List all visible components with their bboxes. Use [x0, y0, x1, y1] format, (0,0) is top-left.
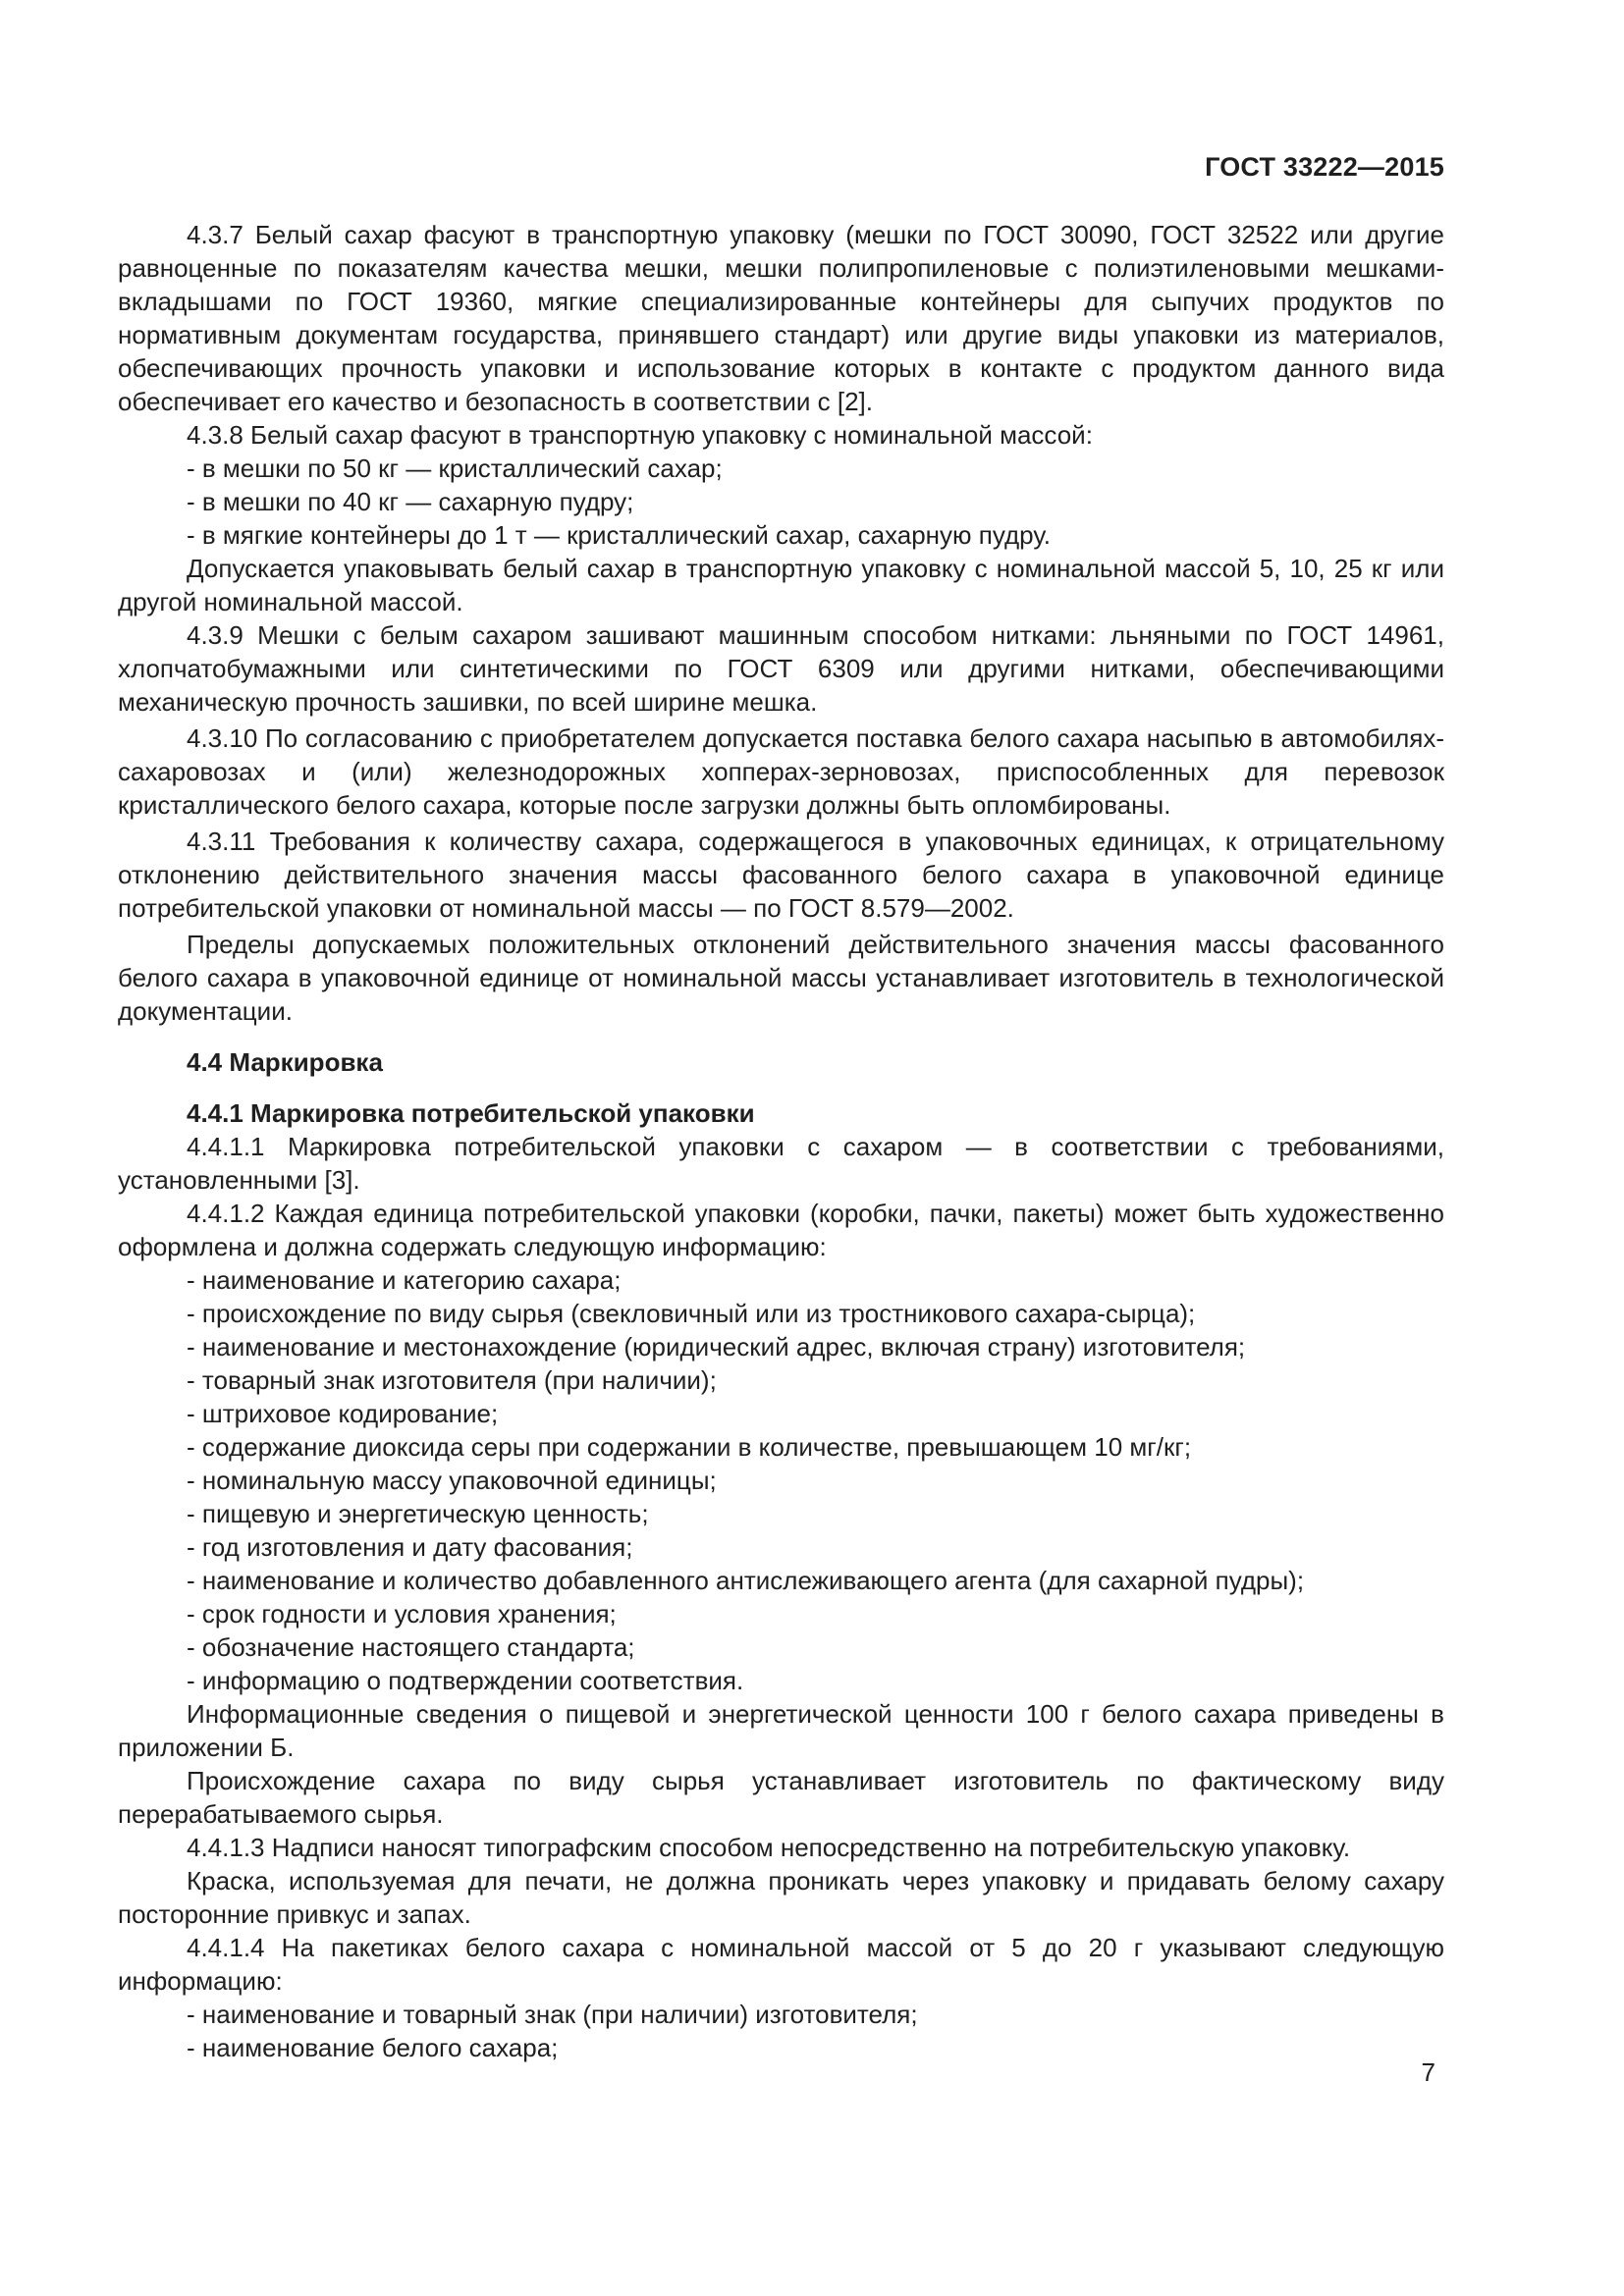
clause-4-4-1-1: 4.4.1.1 Маркировка потребительской упаковки с сахаром — в соответствии с требованиями, установленными [3]. — [118, 1132, 1444, 1195]
list-item: - товарный знак изготовителя (при наличии); — [187, 1365, 717, 1395]
ink-paragraph: Краска, используемая для печати, не должна проникать через упаковку и придавать белому сахару посторонние привкус и запах. — [118, 1866, 1444, 1929]
section-heading-4-4: 4.4 Маркировка — [187, 1047, 383, 1077]
list-item: - обозначение настоящего стандарта; — [187, 1632, 635, 1662]
clause-4-3-10: 4.3.10 По согласованию с приобретателем допускается поставка белого сахара насыпью в автомобилях-сахаровозах и (или) железнодорожных хопперах-зерновозах, приспособленных для перевозок кристаллического белого сахара, которые после загрузки должны быть опломбированы. — [118, 723, 1444, 820]
list-item: - в мешки по 50 кг — кристаллический сахар; — [187, 454, 723, 483]
clause-4-3-8-note: Допускается упаковывать белый сахар в транспортную упаковку с номинальной массой 5, 10, 25 кг или другой номинальной массой. — [118, 554, 1444, 616]
list-item: - наименование и количество добавленного антислеживающего агента (для сахарной пудры); — [187, 1566, 1305, 1595]
list-item: - номинальную массу упаковочной единицы; — [187, 1466, 717, 1495]
list-item: - срок годности и условия хранения; — [187, 1599, 617, 1629]
clause-4-4-1-2: 4.4.1.2 Каждая единица потребительской упаковки (коробки, пачки, пакеты) может быть художественно оформлена и должна содержать следующую информацию: — [118, 1199, 1444, 1261]
page-number: 7 — [1421, 2057, 1435, 2087]
list-item: - год изготовления и дату фасования; — [187, 1532, 633, 1562]
list-item: - наименование и категорию сахара; — [187, 1265, 622, 1295]
clause-4-3-7: 4.3.7 Белый сахар фасуют в транспортную упаковку (мешки по ГОСТ 30090, ГОСТ 32522 или другие равноценные по показателям качества мешки, мешки полипропиленовые с полиэтиленовыми мешками-вкладышами по ГОСТ 19360, мягкие специализированные контейнеры для сыпучих продуктов по нормативным документам государства, принявшего стандарт) или другие виды упаковки из материалов, обеспечивающих прочность упаковки и использование которых в контакте с продуктом данного вида обеспечивает его качество и безопасность в соответствии с [2]. — [118, 220, 1444, 416]
clause-4-4-1-3: 4.4.1.3 Надписи наносят типографским способом непосредственно на потребительскую упаковку. — [187, 1833, 1351, 1862]
clause-4-3-8: 4.3.8 Белый сахар фасуют в транспортную упаковку с номинальной массой: — [187, 420, 1093, 450]
list-item: - в мягкие контейнеры до 1 т — кристаллический сахар, сахарную пудру. — [187, 520, 1051, 550]
standard-designation: ГОСТ 33222—2015 — [1205, 152, 1444, 182]
list-item: - в мешки по 40 кг — сахарную пудру; — [187, 487, 634, 516]
nutrition-info-paragraph: Информационные сведения о пищевой и энергетической ценности 100 г белого сахара приведены в приложении Б. — [118, 1699, 1444, 1762]
section-heading-4-4-1: 4.4.1 Маркировка потребительской упаковки — [187, 1098, 755, 1128]
clause-4-3-9: 4.3.9 Мешки с белым сахаром зашивают машинным способом нитками: льняными по ГОСТ 14961, хлопчатобумажными или синтетическими по ГОСТ 6309 или другими нитками, обеспечивающими механическую прочность зашивки, по всей ширине мешка. — [118, 620, 1444, 717]
document-body — [118, 218, 1444, 2064]
list-item: - информацию о подтверждении соответствия. — [187, 1666, 744, 1695]
list-item: - происхождение по виду сырья (свекловичный или из тростникового сахара-сырца); — [187, 1299, 1196, 1328]
list-item: - штриховое кодирование; — [187, 1399, 499, 1428]
clause-4-3-11: 4.3.11 Требования к количеству сахара, содержащегося в упаковочных единицах, к отрицательному отклонению действительного значения массы фасованного белого сахара в упаковочной единице потребительской упаковки от номинальной массы — по ГОСТ 8.579—2002. — [118, 827, 1444, 923]
list-item: - наименование и товарный знак (при наличии) изготовителя; — [187, 2000, 918, 2029]
list-item: - содержание диоксида серы при содержании в количестве, превышающем 10 мг/кг; — [187, 1432, 1192, 1462]
list-item: - наименование и местонахождение (юридический адрес, включая страну) изготовителя; — [187, 1332, 1246, 1362]
list-item: - пищевую и энергетическую ценность; — [187, 1499, 649, 1528]
origin-paragraph: Происхождение сахара по виду сырья устанавливает изготовитель по фактическому виду перерабатываемого сырья. — [118, 1766, 1444, 1829]
list-item: - наименование белого сахара; — [187, 2033, 559, 2062]
clause-4-3-11-tolerance: Пределы допускаемых положительных отклонений действительного значения массы фасованного белого сахара в упаковочной единице от номинальной массы устанавливает изготовитель в технологической документации. — [118, 930, 1444, 1026]
clause-4-4-1-4: 4.4.1.4 На пакетиках белого сахара с номинальной массой от 5 до 20 г указывают следующую информацию: — [118, 1933, 1444, 1996]
